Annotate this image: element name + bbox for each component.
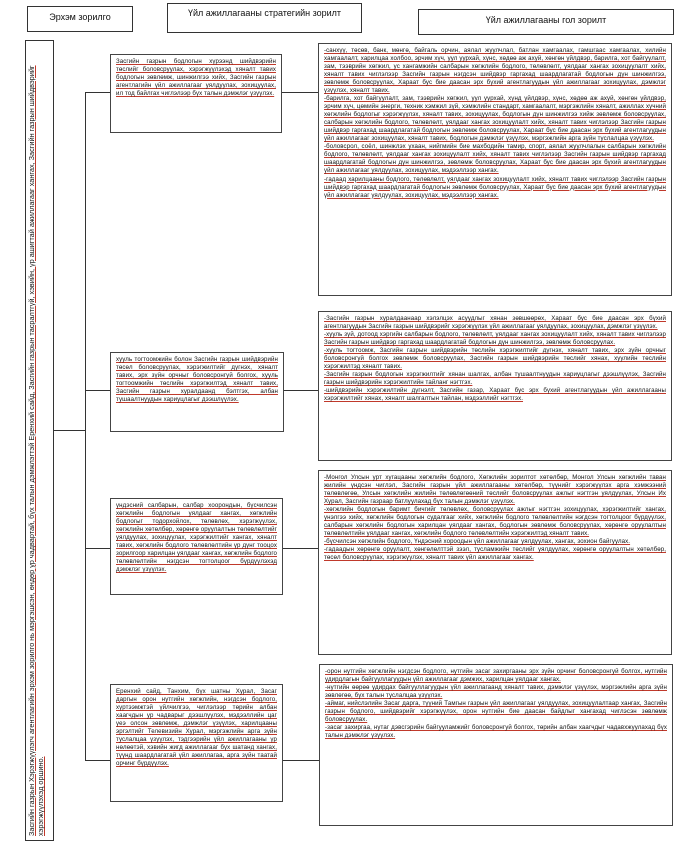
- strategic-goal-box: [110, 54, 282, 133]
- main-goal-item: -нутгийн өөрөө удирдах байгууллагуудын үйл ажиллагаанд хяналт тавих, дэмжлэг үзүүлэх, мэргэжлийн арга зүйн зөвлөгөө, бүх талын туслалцаа үзүүлэх.: [325, 684, 667, 700]
- main-goal-box: [318, 470, 672, 655]
- main-goal-box: [318, 311, 672, 461]
- main-goal-item: -бүсчилсэн хөгжлийн бодлого, Үндэсний хороодын үйл ажиллагааг уялдуулах, хангах, зохион байгуулах.: [324, 538, 631, 546]
- strategic-goal-text: үндэсний салбарын, салбар хоорондын, бүсчилсэн хөгжлийн бодлогын уялдааг хангах, хөгжлийн бодлогыг тодорхойлох, төлөвлөх, хэрэгжүүлэх, хөгжлийн хөтөлбөр, хөрөнгө оруулалтын төлөвлөлтийг уялдуулах, зохицуулах, хэрэгжилтийг хангах, хяналт тавих, хөгжлийн бодлого төлөвлөлтийн үр дүнг тооцох зорилгоор харилцан уялдааг хангах, хөгжлийн бодлого төлөвлөлтийн нэгдсэн тогтолцоог бүрдүүлэхэд дэмжлэг үзүүлэх.: [116, 502, 277, 574]
- connector: [54, 430, 85, 431]
- main-goal-item: -орон нутгийн хөгжлийн нэгдсэн бодлого, нутгийн засаг захиргааны эрх зүйн орчинг боловсронгуй болгох, нутгийн удирдлагын байгууллагуудын үйл ажиллагааг дэмжих, харилцан уялдааг хангах.: [325, 668, 667, 684]
- main-goal-item: -аймаг, нийслэлийн Засаг дарга, түүний Тамгын газрын үйл ажиллагааг уялдуулах, зохицуулалтаар хангах, Засгийн газрын бодлого, шийдвэрийг хэрэгжүүлэх, орон нутгийн бие даасан байдлыг хангахад чиглэсэн зөвлөмж боловсруулах.: [325, 700, 667, 724]
- header-strategic-goal: [167, 3, 362, 33]
- strategic-goal-box: [110, 498, 283, 595]
- connector: [283, 390, 318, 391]
- connector: [85, 390, 110, 391]
- main-goal-item: -хөгжлийн бодлогын баримт бичгийг төлөвлөх, боловсруулах ажлыг нэгтгэн зохицуулах, хэрэгжилтийг хангах, үнэлгээ хийх, хөгжлийн бодлогын судалгааг хийх, хөгжлийн бодлого төлөвлөлтийн нэгдсэн тогтолцоог бүрдүүлэх, салбарын хөгжлийн бодлогын харилцан уялдааг хангах, бодлогын зөвлөмж боловсруулах, хөрөнгө оруулалтын төлөвлөлтийн уялдааг хангах, хөгжлийн бодлого төлөвлөлтийн хэрэгжилтэд хяналт тавих.: [324, 506, 666, 538]
- main-goal-item: -боловсрол, соёл, шинжлэх ухаан, нийгмийн бие махбодийн тамир, спорт, аялал жуулчлалын салбарын хөгжлийн бодлого, төлөвлөлт, уялдааг хангах зохицуулалт хийх, хяналт тавих чиглэлээр Засгийн газрын шийдвэр гаргахад шаардлагатай бодлогын дүн шинжилгээ, зөвлөмж боловсруулах, Хараат бус бие даасан эрх бүхий агентлагуудын үйл ажиллагааг уялдуулах, зохицуулах, мэдээллээр хангах.: [324, 143, 666, 175]
- main-goal-item: -Засгийн газрын бодлогын хэрэгжилтийг хянан шалгах, албан тушаалтнуудын хариуцлагыг дээшлүүлэх, Засгийн газрын шийдвэрийн хэрэгжилтийн тайланг нэгтгэх.: [324, 371, 666, 387]
- mission-box: [25, 40, 54, 841]
- connector: [282, 548, 318, 549]
- main-goal-box: [319, 664, 673, 826]
- header-main-goal-text: Үйл ажиллагааны гол зорилт: [485, 15, 607, 25]
- header-strategic-goal-text: Үйл ажиллагааны стратегийн зорилт: [187, 8, 342, 18]
- main-goal-item: -гадаадын хөрөнгө оруулалт, хөнгөлөлттэй зээл, тусламжийн төслийг уялдуулах, хөрөнгө оруулалтын хөтөлбөр, төсөл боловсруулах, хэрэгжүүлэх, хяналт тавих үйл ажиллагааг хангах.: [324, 546, 666, 562]
- connector: [85, 92, 110, 93]
- main-goal-item: -хууль тогтоомж, Засгийн газрын шийдвэрийн төслийн хэрэгжилтийг дүгнэх, хяналт тавих, эрх зүйн орчныг боловсронгуй болгох зөвлөмж боловсруулах, Засгийн газрын шийдвэрийн төслийг хянах, хуулийн төслийн хэрэгжилтэд хяналт тавих.: [324, 347, 666, 371]
- main-goal-item: -Монгол Улсын урт хугацааны хөгжлийн бодлого, Хөгжлийн зорилтот хөтөлбөр, Монгол Улсын хөгжлийн таван жилийн үндсэн чиглэл, Засгийн газрын үйл ажиллагааны хөтөлбөр, түүнийг хэрэгжүүлэх арга хэмжээний төлөвлөгөө, Улсын хөгжлийн жилийн төлөвлөгөөний төслийг боловсруулах ажлыг нэгтгэн уялдуулах, Улсын Их Хурал, Засгийн газраар батлуулахад бүх талын дэмжлэг үзүүлэх.: [324, 474, 666, 506]
- trunk-line: [85, 92, 86, 760]
- strategic-goal-text: Еренхий сайд, Танхим, бүх шатны Хурал, Засаг даргын орон нутгийн хөгжлийн, нэгдсэн бодлого, хүртээмжтэй үйлчилгээ, чиглэлээр төрийн албан хаагчдын ур чадварыг дээшлүүлэх, мэдээллийн цаг үеэ олсон зөвлөмж, дэмжлэг үзүүлэх, харилцааны эргэлтийг Телевизийн Хурал, мэргэжлийн арга зүйн туслалцаа үзүүлэх, тэдгээрийн үйл ажиллагааны үр нөлөөтэй, хэвийн жигд ажиллагааг бүх шатанд хангах, түүнд шаардлагатай үйл ажиллагаа, арга зүйн таатай орчинг бүрдүүлэх.: [116, 688, 277, 768]
- mission-text: Засгийн газрын Хэрэгжүүлэгч агентлагийн эрхэм зорилго нь мэргэшсэн, өндөр ур чадвартай, бүх талын дэмжлэгтэй Еренхий сайд, Засгийн газрын тасралтгүй, хэвийн, үр ашигтай ажиллагааг хангах, Засгийн газрын шийдвэрийг хэрэгжүүлэхэд оршино.: [27, 65, 46, 836]
- main-goal-item: -Засгийн газрын хуралдаанаар хэлэлцэх асуудлыг хянан зөвшөөрөх, Хараат бус бие даасан эрх бүхий агентлагуудын Засгийн газрын шийдвэрийг хэрэгжүүлэх үйл ажиллагааг уялдуулах, зохицуулах, дэмжлэг үзүүлэх.: [324, 315, 666, 331]
- strategic-goal-text: хууль тогтоомжийн болон Засгийн газрын шийдвэрийн төсөл боловсруулах, хэрэгжилтийг дүгнэх, хяналт тавих, эрх зүйн орчныг боловсронгуй болгох, хууль тогтоомжийн төслийн хэрэгжилтэд хяналт тавих, Засгийн газрын хуралдаанд бэлтгэх, албан тушаалтнуудын хариуцлагыг дээшлүүлэх.: [116, 356, 278, 404]
- main-goal-item: -санхүү, төсөв, банк, мөнгө, байгаль орчин, аялал жуулчлал, батлан хамгаалах, гамшгаас хамгаалах, хилийн хамгаалалт, харилцаа холбоо, эрчим хүч, уул уурхай, хүнс, хөдөө аж ахуй, хөнгөн үйлдвэр, барилга, хот байгуулалт, зам, тээврийн хөгжил, ус хангамжийн салбарын хөгжлийн бодлого, төлөвлөлт, уялдааг хангах зохицуулалт хийх, хяналт тавих чиглэлээр Засгийн газрын нэгдсэн шийдвэр гаргахад шаардлагатай бодлогын дүн шинжилгээ, зөвлөмж боловсруулах, Хараат бус бие даасан эрх бүхий агентлагуудын үйл ажиллагааг зохицуулах, дэмжлэг үзүүлэх, хяналт тавих.: [324, 47, 666, 95]
- header-main-goal: [418, 9, 674, 35]
- connector: [85, 760, 110, 761]
- main-goal-item: -гадаад харилцааны бодлого, төлөвлөлт, уялдааг хангах зохицуулалт хийх, хяналт тавих чиглэлээр Засгийн газрын шийдвэр гаргахад шаардлагатай бодлогын зөвлөмж боловсруулах, Хараат бус бие даасан эрх бүхий агентлагуудын үйл ажиллагааг уялдуулах, зохицуулах, мэдээллээр хангах.: [324, 175, 666, 199]
- strategic-goal-box: [110, 352, 284, 432]
- main-goal-item: -шийдвэрийн хэрэгжилтийн дүгнэлт, Засгийн газар, Хараат бус эрх бүхий агентлагуудын үйл ажиллагааны хэрэгжилтийг хянах, хяналт шалгалтын тайлан, мэдээллийг нэгтгэх.: [324, 387, 666, 403]
- main-goal-item: -барилга, хот байгуулалт, зам, тээврийн хөгжил, уул уурхай, хүнд үйлдвэр, хүнс, хөдөө аж ахуй, хөнгөн үйлдвэр, эрчим хүч, цөмийн энерги, техник хэмжил зүй, хэмжлийн стандарт, хамгаалалт, мэргэжлийн хяналт, ажиллах хүчний хөгжлийн бодлогыг хэрэгжүүлэх, хяналт тавих, зохицуулах, бодлогын дүн шинжилгээ хийж зөвлөмж боловсруулах, салбарын хөгжлийн бодлого, төлөвлөлт, уялдааг хангах зохицуулалт хийх, хяналт тавих чиглэлээр Засгийн газрын шийдвэр гаргахад шаардлагатай бодлогын зөвлөмж боловсруулах, Хараат бус бие даасан эрх бүхий агентлагуудын үйл ажиллагааг зохицуулах, хяналт тавих, бодлогын дэмжлэг үзүүлэх, мэргэжлийн арга зүйн туслалцаа үзүүлэх.: [324, 95, 666, 143]
- main-goal-box: [318, 43, 672, 296]
- connector: [85, 548, 110, 549]
- main-goal-item: -засаг захиргаа, нутаг дэвсгэрийн байгууламжийг боловсронгуй болгох, төрийн албан хаагчдыг чадавхжуулахад бүх талын дэмжлэг үзүүлэх.: [325, 724, 667, 740]
- connector: [282, 760, 319, 761]
- connector: [281, 92, 318, 93]
- main-goal-item: -хууль зүй, дотоод хэргийн салбарын бодлого, төлөвлөлт, уялдааг хангах зохицуулалт хийх, хяналт тавих чиглэлээр Засгийн газрын шийдвэр гаргахад шаардлагатай бодлогын дүн шинжилгээ, зөвлөмж боловсруулах.: [324, 331, 666, 347]
- header-mission-text: Эрхэм зорилго: [49, 12, 111, 22]
- strategic-goal-text: Засгийн газрын бодлогын хүрээнд шийдвэрийн төслийг боловсруулах, хэрэгжүүлэхэд хяналт тавих бодлогын зөвлөмж, шинжилгээ хийх, Засгийн газрын агентлагийн үйл ажиллагааг уялдуулах, зохицуулах, ил тод байлгах чиглэлээр бүх талын дэмжлэг үзүүлэх.: [116, 58, 276, 98]
- strategic-goal-box: [110, 684, 283, 802]
- header-mission: [27, 6, 133, 32]
